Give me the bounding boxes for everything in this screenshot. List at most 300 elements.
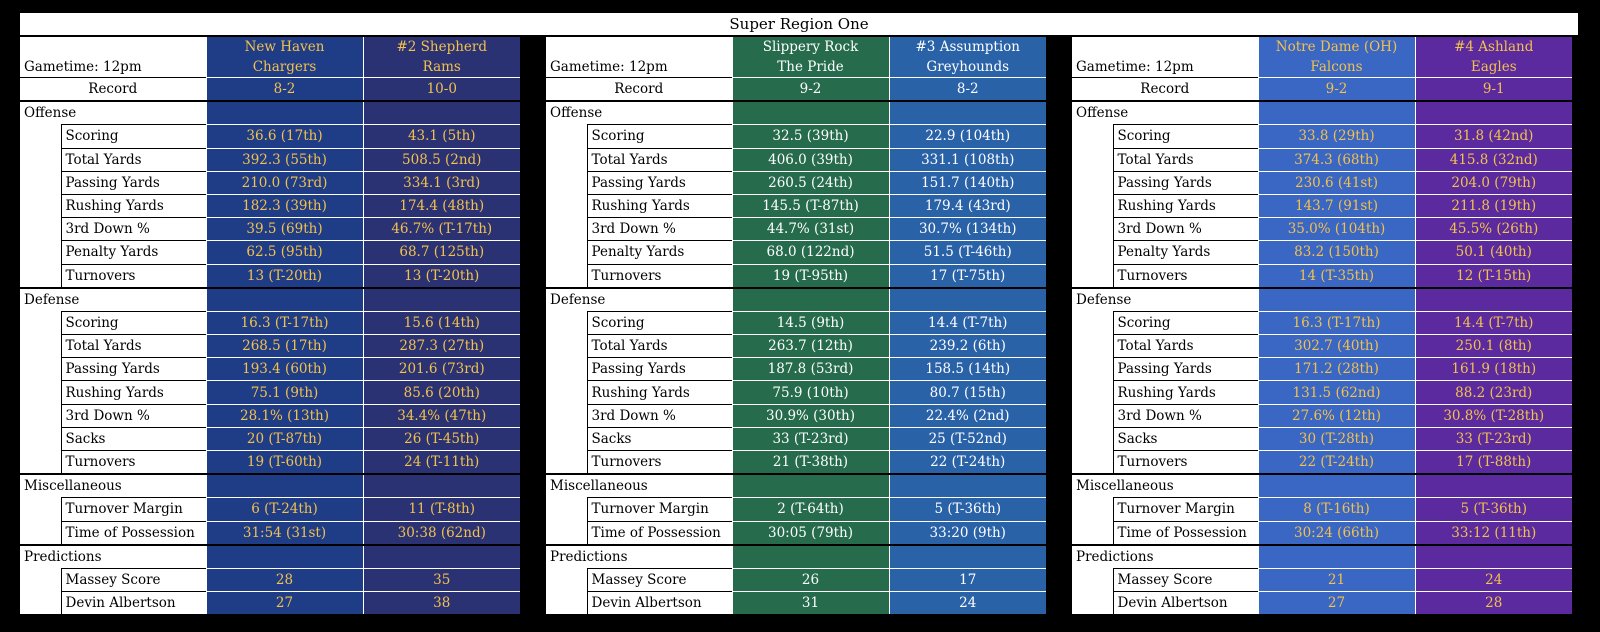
stat-label: Massey Score <box>587 568 732 591</box>
indent-spacer <box>1072 218 1113 241</box>
offense-stat-row <box>1072 125 1572 148</box>
team-header <box>206 37 363 78</box>
stat-value: 68.0 (122nd) <box>732 241 889 264</box>
team-name-line1: #4 Ashland <box>1454 39 1534 55</box>
record-row <box>20 78 520 102</box>
predictions-section-header <box>20 545 520 569</box>
team-name-line1: #3 Assumption <box>915 39 1020 55</box>
stat-value: 25 (T-52nd) <box>889 427 1046 450</box>
defense-section-header <box>1072 288 1572 312</box>
team-header <box>1415 37 1572 78</box>
stat-value: 33 (T-23rd) <box>1415 427 1572 450</box>
indent-spacer <box>20 521 61 545</box>
section-spacer <box>1415 545 1572 569</box>
team-name-line2: Falcons <box>1310 59 1363 75</box>
indent-spacer <box>1072 498 1113 521</box>
predictions-section-header <box>546 545 1046 569</box>
stat-value: 17 (T-75th) <box>889 264 1046 288</box>
stat-label: 3rd Down % <box>587 404 732 427</box>
stat-label: Penalty Yards <box>61 241 206 264</box>
stat-value: 415.8 (32nd) <box>1415 148 1572 171</box>
predictions-stat-row <box>546 568 1046 591</box>
team-name-line2: Rams <box>422 59 461 75</box>
indent-spacer <box>20 125 61 148</box>
stat-value: 62.5 (95th) <box>206 241 363 264</box>
section-spacer <box>363 101 520 125</box>
stat-value: 33.8 (29th) <box>1258 125 1415 148</box>
stats-table <box>20 37 520 614</box>
defense-stat-row <box>20 404 520 427</box>
indent-spacer <box>546 521 587 545</box>
section-spacer <box>889 101 1046 125</box>
stat-label: Devin Albertson <box>61 592 206 615</box>
stat-label: Time of Possession <box>587 521 732 545</box>
stat-value: 22.9 (104th) <box>889 125 1046 148</box>
stat-label: Penalty Yards <box>1113 241 1258 264</box>
indent-spacer <box>1072 171 1113 194</box>
stat-value: 174.4 (48th) <box>363 194 520 217</box>
stat-value: 27 <box>206 592 363 615</box>
stat-value: 31.8 (42nd) <box>1415 125 1572 148</box>
stat-value: 6 (T-24th) <box>206 498 363 521</box>
section-spacer <box>889 545 1046 569</box>
record-row <box>546 78 1046 102</box>
defense-stat-row <box>1072 451 1572 475</box>
stat-value: 46.7% (T-17th) <box>363 218 520 241</box>
misc-stat-row <box>20 498 520 521</box>
section-spacer <box>732 545 889 569</box>
stat-value: 24 <box>1415 568 1572 591</box>
defense-section-header <box>20 288 520 312</box>
stat-label: Turnover Margin <box>1113 498 1258 521</box>
team-header <box>889 37 1046 78</box>
indent-spacer <box>20 311 61 334</box>
stat-value: 17 (T-88th) <box>1415 451 1572 475</box>
indent-spacer <box>546 358 587 381</box>
indent-spacer <box>546 335 587 358</box>
stat-value: 145.5 (T-87th) <box>732 194 889 217</box>
stat-value: 68.7 (125th) <box>363 241 520 264</box>
stat-value: 19 (T-60th) <box>206 451 363 475</box>
stat-label: Passing Yards <box>1113 358 1258 381</box>
stat-value: 44.7% (31st) <box>732 218 889 241</box>
predictions-stat-row <box>546 592 1046 615</box>
stat-value: 158.5 (14th) <box>889 358 1046 381</box>
stat-value: 13 (T-20th) <box>206 264 363 288</box>
stat-value: 201.6 (73rd) <box>363 358 520 381</box>
indent-spacer <box>20 381 61 404</box>
stat-value: 268.5 (17th) <box>206 335 363 358</box>
stat-label: Devin Albertson <box>587 592 732 615</box>
stat-value: 19 (T-95th) <box>732 264 889 288</box>
misc-section-header <box>1072 474 1572 498</box>
stat-value: 179.4 (43rd) <box>889 194 1046 217</box>
section-spacer <box>732 288 889 312</box>
predictions-stat-row <box>1072 592 1572 615</box>
defense-stat-row <box>546 335 1046 358</box>
team-header <box>732 37 889 78</box>
stat-value: 16.3 (T-17th) <box>206 311 363 334</box>
record-label: Record <box>546 78 732 102</box>
stat-value: 51.5 (T-46th) <box>889 241 1046 264</box>
stat-value: 161.9 (18th) <box>1415 358 1572 381</box>
offense-stat-row <box>20 125 520 148</box>
offense-stat-row <box>1072 241 1572 264</box>
stat-value: 392.3 (55th) <box>206 148 363 171</box>
defense-stat-row <box>20 335 520 358</box>
indent-spacer <box>546 194 587 217</box>
stat-label: Scoring <box>1113 125 1258 148</box>
misc-stat-row <box>1072 498 1572 521</box>
offense-stat-row <box>546 264 1046 288</box>
indent-spacer <box>1072 125 1113 148</box>
stat-label: Scoring <box>1113 311 1258 334</box>
indent-spacer <box>1072 335 1113 358</box>
predictions-section-header <box>1072 545 1572 569</box>
indent-spacer <box>20 427 61 450</box>
indent-spacer <box>546 451 587 475</box>
stat-label: Rushing Yards <box>1113 381 1258 404</box>
stat-label: Time of Possession <box>61 521 206 545</box>
indent-spacer <box>546 568 587 591</box>
stat-label: Rushing Yards <box>61 194 206 217</box>
indent-spacer <box>1072 194 1113 217</box>
section-spacer <box>206 101 363 125</box>
stat-value: 75.9 (10th) <box>732 381 889 404</box>
predictions-stat-row <box>20 568 520 591</box>
offense-stat-row <box>546 194 1046 217</box>
offense-stat-row <box>20 171 520 194</box>
stat-value: 14.4 (T-7th) <box>1415 311 1572 334</box>
stat-label: 3rd Down % <box>1113 218 1258 241</box>
stat-value: 12 (T-15th) <box>1415 264 1572 288</box>
stat-value: 11 (T-8th) <box>363 498 520 521</box>
section-spacer <box>889 474 1046 498</box>
stat-value: 22.4% (2nd) <box>889 404 1046 427</box>
stat-label: Rushing Yards <box>61 381 206 404</box>
indent-spacer <box>546 218 587 241</box>
defense-stat-row <box>1072 381 1572 404</box>
stat-value: 45.5% (26th) <box>1415 218 1572 241</box>
indent-spacer <box>546 404 587 427</box>
stat-value: 151.7 (140th) <box>889 171 1046 194</box>
section-spacer <box>1258 474 1415 498</box>
team-record: 10-0 <box>363 78 520 102</box>
team-record: 8-2 <box>889 78 1046 102</box>
indent-spacer <box>1072 404 1113 427</box>
stat-label: Passing Yards <box>587 171 732 194</box>
stat-value: 287.3 (27th) <box>363 335 520 358</box>
stats-table <box>1072 37 1572 614</box>
team-record: 9-1 <box>1415 78 1572 102</box>
stat-value: 5 (T-36th) <box>889 498 1046 521</box>
stat-value: 239.2 (6th) <box>889 335 1046 358</box>
stat-label: Turnovers <box>587 264 732 288</box>
stat-value: 24 (T-11th) <box>363 451 520 475</box>
stat-value: 20 (T-87th) <box>206 427 363 450</box>
indent-spacer <box>546 498 587 521</box>
stat-label: Total Yards <box>61 148 206 171</box>
stat-value: 21 <box>1258 568 1415 591</box>
stat-value: 210.0 (73rd) <box>206 171 363 194</box>
stat-value: 374.3 (68th) <box>1258 148 1415 171</box>
stat-label: Scoring <box>587 311 732 334</box>
stat-value: 28.1% (13th) <box>206 404 363 427</box>
stat-label: Massey Score <box>61 568 206 591</box>
stat-value: 33 (T-23rd) <box>732 427 889 450</box>
team-name-line2: Chargers <box>252 59 317 75</box>
indent-spacer <box>546 241 587 264</box>
gametime-label: Gametime: 12pm <box>20 37 206 78</box>
gametime-label: Gametime: 12pm <box>546 37 732 78</box>
stat-value: 508.5 (2nd) <box>363 148 520 171</box>
stat-value: 85.6 (20th) <box>363 381 520 404</box>
stat-label: Rushing Yards <box>1113 194 1258 217</box>
indent-spacer <box>20 194 61 217</box>
offense-stat-row <box>20 194 520 217</box>
stat-label: Turnovers <box>587 451 732 475</box>
stat-value: 26 <box>732 568 889 591</box>
indent-spacer <box>546 592 587 615</box>
offense-stat-row <box>1072 218 1572 241</box>
stat-value: 30.9% (30th) <box>732 404 889 427</box>
stat-value: 302.7 (40th) <box>1258 335 1415 358</box>
stat-label: Passing Yards <box>587 358 732 381</box>
section-spacer <box>363 545 520 569</box>
stat-value: 2 (T-64th) <box>732 498 889 521</box>
section-spacer <box>1415 474 1572 498</box>
stat-value: 131.5 (62nd) <box>1258 381 1415 404</box>
stat-value: 250.1 (8th) <box>1415 335 1572 358</box>
indent-spacer <box>20 335 61 358</box>
offense-stat-row <box>20 264 520 288</box>
stat-value: 22 (T-24th) <box>1258 451 1415 475</box>
stat-value: 83.2 (150th) <box>1258 241 1415 264</box>
offense-label: Offense <box>20 101 206 125</box>
defense-stat-row <box>1072 427 1572 450</box>
stat-value: 34.4% (47th) <box>363 404 520 427</box>
indent-spacer <box>20 404 61 427</box>
stat-value: 15.6 (14th) <box>363 311 520 334</box>
offense-stat-row <box>546 241 1046 264</box>
defense-label: Defense <box>546 288 732 312</box>
defense-stat-row <box>1072 404 1572 427</box>
stat-value: 28 <box>206 568 363 591</box>
stat-value: 31 <box>732 592 889 615</box>
offense-stat-row <box>1072 148 1572 171</box>
indent-spacer <box>1072 451 1113 475</box>
stat-label: 3rd Down % <box>61 404 206 427</box>
stat-value: 143.7 (91st) <box>1258 194 1415 217</box>
predictions-label: Predictions <box>20 545 206 569</box>
indent-spacer <box>20 264 61 288</box>
stat-value: 30 (T-28th) <box>1258 427 1415 450</box>
stat-label: Turnover Margin <box>587 498 732 521</box>
super-region-title: Super Region One <box>20 13 1578 37</box>
section-spacer <box>206 474 363 498</box>
misc-stat-row <box>546 521 1046 545</box>
section-spacer <box>1415 101 1572 125</box>
stat-label: Penalty Yards <box>587 241 732 264</box>
stat-value: 334.1 (3rd) <box>363 171 520 194</box>
misc-label: Miscellaneous <box>1072 474 1258 498</box>
stat-value: 39.5 (69th) <box>206 218 363 241</box>
stat-value: 30.7% (134th) <box>889 218 1046 241</box>
offense-stat-row <box>20 218 520 241</box>
misc-label: Miscellaneous <box>20 474 206 498</box>
stat-value: 80.7 (15th) <box>889 381 1046 404</box>
stat-value: 30:38 (62nd) <box>363 521 520 545</box>
stat-label: Total Yards <box>1113 148 1258 171</box>
stat-value: 211.8 (19th) <box>1415 194 1572 217</box>
stat-label: Total Yards <box>1113 335 1258 358</box>
stat-value: 182.3 (39th) <box>206 194 363 217</box>
indent-spacer <box>1072 241 1113 264</box>
team-header <box>1258 37 1415 78</box>
stats-table <box>546 37 1046 614</box>
defense-stat-row <box>20 311 520 334</box>
indent-spacer <box>1072 148 1113 171</box>
indent-spacer <box>1072 381 1113 404</box>
stat-label: Rushing Yards <box>587 194 732 217</box>
stat-value: 230.6 (41st) <box>1258 171 1415 194</box>
stat-label: Total Yards <box>587 335 732 358</box>
misc-section-header <box>20 474 520 498</box>
stat-label: Time of Possession <box>1113 521 1258 545</box>
section-spacer <box>206 545 363 569</box>
defense-label: Defense <box>1072 288 1258 312</box>
stat-value: 75.1 (9th) <box>206 381 363 404</box>
stat-value: 14.5 (9th) <box>732 311 889 334</box>
stat-value: 260.5 (24th) <box>732 171 889 194</box>
stat-value: 22 (T-24th) <box>889 451 1046 475</box>
indent-spacer <box>20 592 61 615</box>
stat-label: Massey Score <box>1113 568 1258 591</box>
offense-stat-row <box>1072 264 1572 288</box>
team-name-line1: Slippery Rock <box>762 39 859 55</box>
offense-stat-row <box>20 148 520 171</box>
stat-value: 26 (T-45th) <box>363 427 520 450</box>
defense-stat-row <box>546 404 1046 427</box>
indent-spacer <box>1072 568 1113 591</box>
indent-spacer <box>1072 264 1113 288</box>
team-name-line2: Eagles <box>1470 59 1517 75</box>
stat-value: 88.2 (23rd) <box>1415 381 1572 404</box>
stat-value: 171.2 (28th) <box>1258 358 1415 381</box>
stat-value: 406.0 (39th) <box>732 148 889 171</box>
stat-label: 3rd Down % <box>61 218 206 241</box>
section-spacer <box>1258 288 1415 312</box>
stat-value: 31:54 (31st) <box>206 521 363 545</box>
matchup-panel-1 <box>20 37 520 614</box>
predictions-label: Predictions <box>1072 545 1258 569</box>
stat-value: 30:05 (79th) <box>732 521 889 545</box>
indent-spacer <box>546 148 587 171</box>
indent-spacer <box>546 427 587 450</box>
stat-label: Turnovers <box>1113 451 1258 475</box>
stat-label: Sacks <box>61 427 206 450</box>
stat-label: Devin Albertson <box>1113 592 1258 615</box>
offense-stat-row <box>1072 194 1572 217</box>
stat-label: Passing Yards <box>61 171 206 194</box>
stat-value: 331.1 (108th) <box>889 148 1046 171</box>
stat-label: Turnovers <box>61 451 206 475</box>
stat-value: 35 <box>363 568 520 591</box>
stat-value: 17 <box>889 568 1046 591</box>
defense-stat-row <box>20 451 520 475</box>
stat-value: 36.6 (17th) <box>206 125 363 148</box>
indent-spacer <box>546 171 587 194</box>
indent-spacer <box>20 498 61 521</box>
indent-spacer <box>20 218 61 241</box>
header-row <box>1072 37 1572 78</box>
defense-stat-row <box>20 427 520 450</box>
stat-label: Sacks <box>1113 427 1258 450</box>
misc-stat-row <box>20 521 520 545</box>
offense-label: Offense <box>1072 101 1258 125</box>
offense-section-header <box>20 101 520 125</box>
indent-spacer <box>20 451 61 475</box>
stat-label: 3rd Down % <box>587 218 732 241</box>
indent-spacer <box>546 381 587 404</box>
offense-section-header <box>546 101 1046 125</box>
team-name-line2: Greyhounds <box>926 59 1010 75</box>
record-label: Record <box>1072 78 1258 102</box>
indent-spacer <box>546 264 587 288</box>
defense-stat-row <box>546 311 1046 334</box>
offense-stat-row <box>546 148 1046 171</box>
team-name-line1: New Haven <box>244 39 325 55</box>
team-record: 9-2 <box>1258 78 1415 102</box>
stat-value: 30.8% (T-28th) <box>1415 404 1572 427</box>
stat-label: Scoring <box>61 311 206 334</box>
team-record: 9-2 <box>732 78 889 102</box>
misc-label: Miscellaneous <box>546 474 732 498</box>
offense-label: Offense <box>546 101 732 125</box>
defense-section-header <box>546 288 1046 312</box>
indent-spacer <box>1072 311 1113 334</box>
team-header <box>363 37 520 78</box>
defense-stat-row <box>1072 311 1572 334</box>
stat-label: 3rd Down % <box>1113 404 1258 427</box>
stat-value: 33:12 (11th) <box>1415 521 1572 545</box>
stat-value: 187.8 (53rd) <box>732 358 889 381</box>
predictions-stat-row <box>1072 568 1572 591</box>
stat-value: 27.6% (12th) <box>1258 404 1415 427</box>
stat-value: 193.4 (60th) <box>206 358 363 381</box>
stat-label: Passing Yards <box>61 358 206 381</box>
stat-value: 21 (T-38th) <box>732 451 889 475</box>
stat-value: 14.4 (T-7th) <box>889 311 1046 334</box>
defense-stat-row <box>1072 358 1572 381</box>
defense-stat-row <box>546 451 1046 475</box>
matchup-panel-2 <box>546 37 1046 614</box>
indent-spacer <box>1072 358 1113 381</box>
team-name-line1: Notre Dame (OH) <box>1275 39 1398 55</box>
matchup-panel-3 <box>1072 37 1572 614</box>
section-spacer <box>1415 288 1572 312</box>
defense-label: Defense <box>20 288 206 312</box>
stat-value: 13 (T-20th) <box>363 264 520 288</box>
stat-value: 204.0 (79th) <box>1415 171 1572 194</box>
section-spacer <box>732 101 889 125</box>
stat-label: Turnovers <box>1113 264 1258 288</box>
predictions-stat-row <box>20 592 520 615</box>
defense-stat-row <box>546 381 1046 404</box>
indent-spacer <box>20 148 61 171</box>
defense-stat-row <box>546 427 1046 450</box>
stat-value: 43.1 (5th) <box>363 125 520 148</box>
